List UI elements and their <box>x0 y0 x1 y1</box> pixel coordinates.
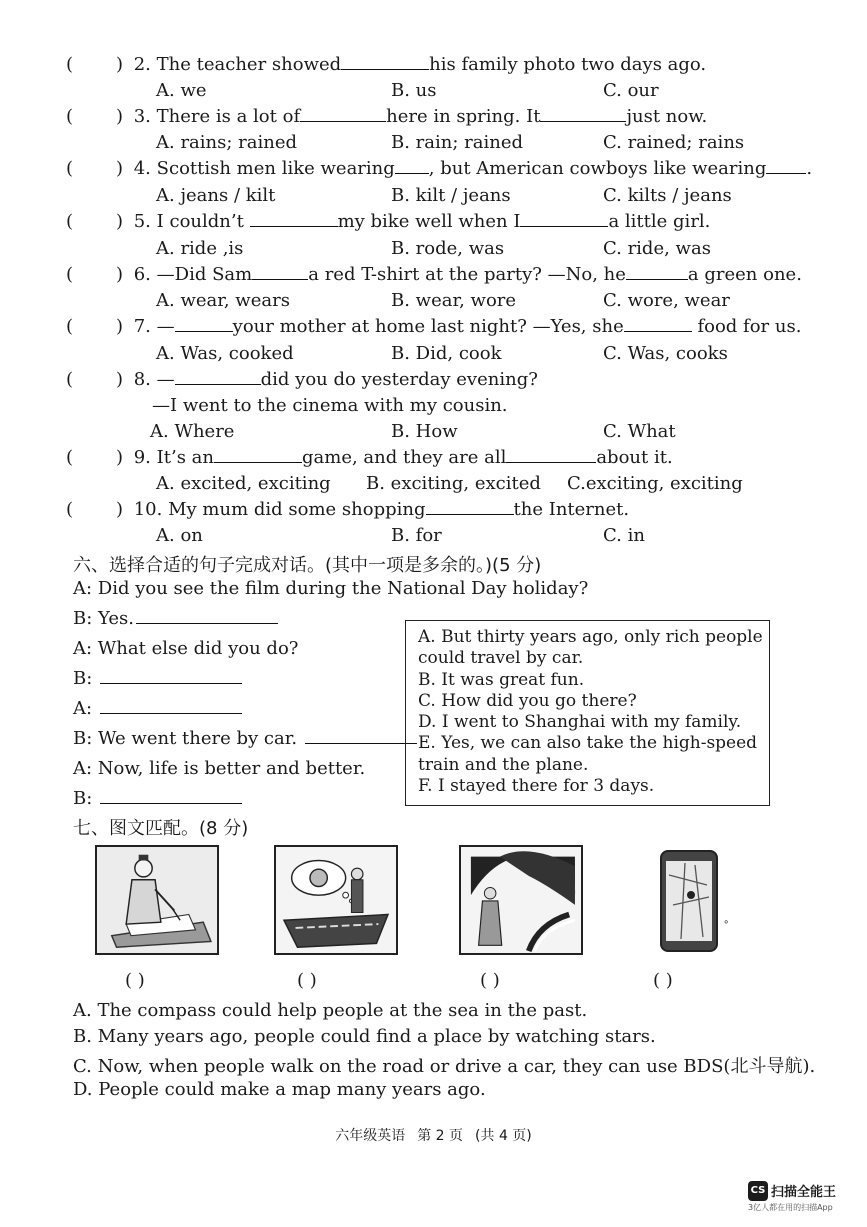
option-a: A. Was, cooked <box>156 343 294 364</box>
dialogue-blank[interactable] <box>100 700 242 714</box>
picture-answer-1[interactable]: ( ) <box>125 970 145 991</box>
page-footer <box>0 1125 867 1145</box>
option-line: C. How did you go there? <box>418 690 637 711</box>
answer-blank[interactable] <box>341 56 429 70</box>
dialogue-blank[interactable] <box>100 670 242 684</box>
option-c: C. What <box>603 421 676 442</box>
dialogue-blank[interactable] <box>100 790 242 804</box>
option-line: could travel by car. <box>418 648 584 669</box>
option-b: B. Did, cook <box>391 343 502 364</box>
answer-blank[interactable] <box>250 213 338 227</box>
question-number: 3. <box>133 106 151 127</box>
option-c: C. Was, cooks <box>603 343 728 364</box>
answer-paren[interactable]: ( ) <box>66 54 124 75</box>
picture-answer-4[interactable]: ( ) <box>653 970 673 991</box>
option-a: A. rains; rained <box>156 132 298 153</box>
dialogue-line: B: <box>73 668 242 689</box>
footer-page: 第 2 页 <box>417 1128 464 1144</box>
question-3: ( ) 3. There is a lot of here in spring. It just now. <box>66 106 708 127</box>
option-b: B. us <box>391 80 437 101</box>
answer-blank[interactable] <box>426 501 514 515</box>
question-number: 8. <box>133 369 151 390</box>
option-b: B. for <box>391 525 442 546</box>
picture-stars-night <box>459 845 583 955</box>
option-line: B. It was great fun. <box>418 669 585 690</box>
option-c: C.exciting, exciting <box>567 473 743 494</box>
option-line: train and the plane. <box>418 754 589 775</box>
answer-blank[interactable] <box>506 449 596 463</box>
match-sentence-a: A. The compass could help people at the sea in the past. <box>73 1000 588 1021</box>
watermark-tagline: 3亿人都在用的扫描App <box>748 1203 833 1212</box>
dialogue-options-box <box>405 620 770 806</box>
scanner-watermark <box>748 1180 837 1212</box>
option-c: C. ride, was <box>603 238 711 259</box>
answer-paren[interactable]: ( ) <box>66 264 124 285</box>
question-number: 7. <box>133 316 151 337</box>
answer-paren[interactable]: ( ) <box>66 499 124 520</box>
section-7-title: 七、图文匹配。(8 分) <box>73 818 249 839</box>
answer-blank[interactable] <box>626 266 688 280</box>
phone-navigation-illustration <box>633 845 745 955</box>
option-line: F. I stayed there for 3 days. <box>418 776 655 797</box>
answer-paren[interactable]: ( ) <box>66 211 124 232</box>
dialogue-line: A: What else did you do? <box>73 638 299 659</box>
question-4: ( ) 4. Scottish men like wearing , but American cowboys like wearing . <box>66 158 813 179</box>
question-number: 5. <box>133 211 151 232</box>
answer-paren[interactable]: ( ) <box>66 316 124 337</box>
option-a: A. on <box>156 525 203 546</box>
option-b: B. How <box>391 421 458 442</box>
dialogue-line: A: Did you see the film during the National Day holiday? <box>73 578 589 599</box>
answer-blank[interactable] <box>766 160 806 174</box>
dialogue-blank[interactable] <box>305 730 417 744</box>
option-b: B. rain; rained <box>391 132 524 153</box>
dialogue-line: B: We went there by car. <box>73 728 417 749</box>
option-c: C. rained; rains <box>603 132 745 153</box>
question-7: ( ) 7. — your mother at home last night? —Yes, she food for us. <box>66 316 802 337</box>
picture-map-maker <box>95 845 219 955</box>
dialogue-line: A: Now, life is better and better. <box>73 758 366 779</box>
camscanner-logo-icon: CS <box>748 1181 768 1201</box>
answer-paren[interactable]: ( ) <box>66 369 124 390</box>
answer-paren[interactable]: ( ) <box>66 447 124 468</box>
option-b: B. exciting, excited <box>366 473 541 494</box>
option-a: A. ride ,is <box>156 238 244 259</box>
answer-blank[interactable] <box>624 318 692 332</box>
watermark-name: 扫描全能王 <box>771 1185 837 1200</box>
answer-blank[interactable] <box>300 108 386 122</box>
option-a: A. wear, wears <box>156 290 290 311</box>
question-9: ( ) 9. It’s an game, and they are all about it. <box>66 447 673 468</box>
answer-blank[interactable] <box>540 108 626 122</box>
question-10: ( ) 10. My mum did some shopping the Internet. <box>66 499 630 520</box>
section-6-title: 六、选择合适的句子完成对话。(其中一项是多余的。)(5 分) <box>73 555 542 576</box>
picture-compass-boat <box>274 845 398 955</box>
option-a: A. Where <box>150 421 235 442</box>
stars-night-illustration <box>461 847 581 953</box>
option-c: C. our <box>603 80 659 101</box>
answer-paren[interactable]: ( ) <box>66 158 124 179</box>
option-a: A. jeans / kilt <box>156 185 276 206</box>
option-b: B. kilt / jeans <box>391 185 511 206</box>
dialogue-line: A: <box>73 698 242 719</box>
option-c: C. kilts / jeans <box>603 185 732 206</box>
question-number: 4. <box>133 158 151 179</box>
option-line: A. But thirty years ago, only rich people <box>418 627 763 647</box>
answer-paren[interactable]: ( ) <box>66 106 124 127</box>
option-b: B. wear, wore <box>391 290 517 311</box>
footer-subject: 六年级英语 <box>335 1128 406 1144</box>
dialogue-line: B: <box>73 788 242 809</box>
option-c: C. in <box>603 525 645 546</box>
option-line: D. I went to Shanghai with my family. <box>418 712 742 733</box>
svg-text:∘: ∘ <box>723 917 730 928</box>
answer-blank[interactable] <box>214 449 302 463</box>
question-5: ( ) 5. I couldn’t my bike well when I a little girl. <box>66 211 711 232</box>
answer-blank[interactable] <box>395 160 429 174</box>
dialogue-blank[interactable] <box>136 610 278 624</box>
question-number: 6. <box>133 264 151 285</box>
option-a: A. we <box>156 80 207 101</box>
picture-answer-3[interactable]: ( ) <box>480 970 500 991</box>
answer-blank[interactable] <box>175 371 261 385</box>
footer-total: (共 4 页) <box>475 1128 532 1144</box>
answer-blank[interactable] <box>252 266 308 280</box>
question-8: ( ) 8. — did you do yesterday evening? <box>66 369 538 390</box>
option-a: A. excited, exciting <box>156 473 331 494</box>
question-2: ( ) 2. The teacher showed his family photo two days ago. <box>66 54 707 75</box>
question-8-reply: —I went to the cinema with my cousin. <box>152 395 508 416</box>
picture-phone-navigation <box>633 845 745 955</box>
option-line: E. Yes, we can also take the high-speed <box>418 733 758 754</box>
match-sentence-c: C. Now, when people walk on the road or drive a car, they can use BDS(北斗导航). <box>73 1056 816 1077</box>
dialogue-line: B: Yes. <box>73 608 278 629</box>
question-number: 2. <box>133 54 151 75</box>
match-sentence-d: D. People could make a map many years ago. <box>73 1079 486 1100</box>
answer-blank[interactable] <box>175 318 233 332</box>
option-b: B. rode, was <box>391 238 505 259</box>
option-c: C. wore, wear <box>603 290 730 311</box>
answer-blank[interactable] <box>520 213 608 227</box>
match-sentence-b: B. Many years ago, people could find a place by watching stars. <box>73 1026 656 1047</box>
compass-boat-illustration <box>276 847 396 953</box>
picture-answer-2[interactable]: ( ) <box>297 970 317 991</box>
map-maker-illustration <box>97 847 217 953</box>
question-number: 10. <box>133 499 163 520</box>
question-number: 9. <box>133 447 151 468</box>
question-6: ( ) 6. —Did Sam a red T-shirt at the party? —No, he a green one. <box>66 264 802 285</box>
